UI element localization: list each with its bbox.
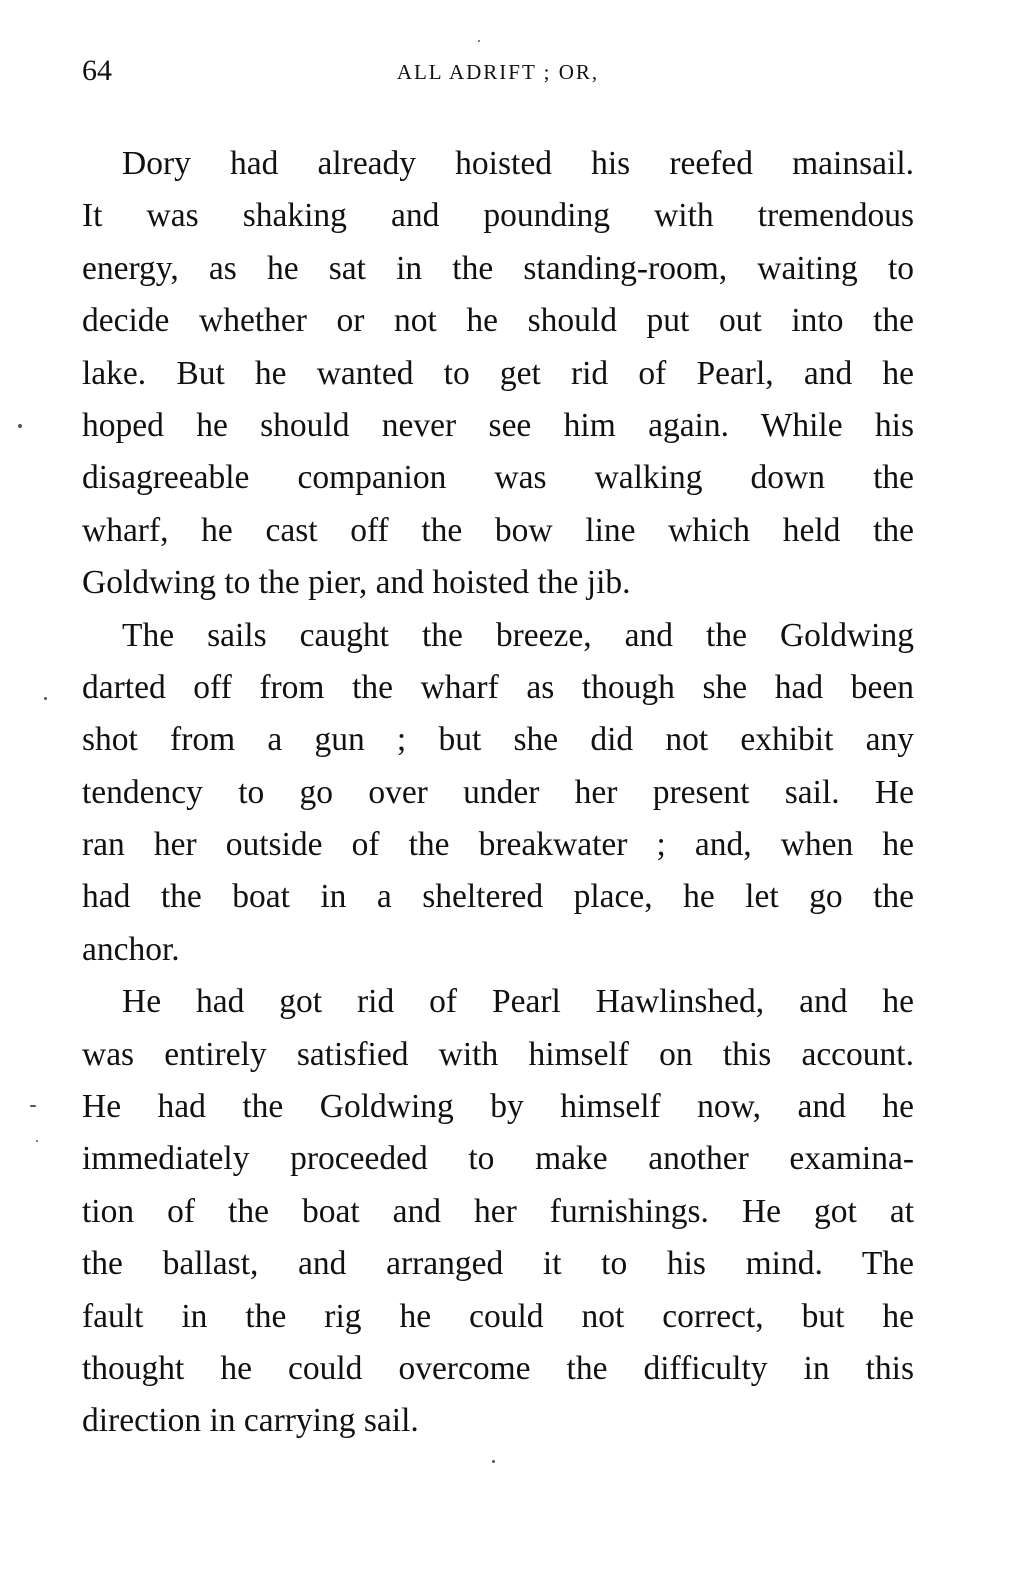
text-line: energy, as he sat in the standing-room, waiting to [82,249,914,287]
text-line: wharf, he cast off the bow line which held the [82,511,914,549]
running-head: ALL ADRIFT ; OR, [396,60,600,84]
text-line: direction in carrying sail. [82,1402,419,1440]
text-line: had the boat in a sheltered place, he let go the [82,878,914,916]
text-line: He had got rid of Pearl Hawlinshed, and he [122,983,914,1021]
scan-speck [36,1140,38,1142]
text-line: lake. But he wanted to get rid of Pearl, and he [82,354,914,392]
text-line: Goldwing to the pier, and hoisted the jib. [82,564,631,602]
scan-speck [18,424,22,428]
body-text [82,138,914,1448]
text-line: anchor. [82,930,180,968]
text-line: tion of the boat and her furnishings. He got at [82,1192,914,1230]
scan-speck [44,697,47,700]
text-line: hoped he should never see him again. While his [82,406,914,444]
text-line: decide whether or not he should put out into the [82,302,914,340]
text-line: thought he could overcome the difficulty in this [82,1349,914,1387]
text-line: He had the Goldwing by himself now, and he [82,1088,914,1126]
page-header [82,54,914,94]
text-line: darted off from the wharf as though she had been [82,668,914,706]
text-line: ran her outside of the breakwater ; and, when he [82,826,914,864]
text-line: tendency to go over under her present sail. He [82,773,914,811]
scan-speck [478,40,480,42]
text-line: Dory had already hoisted his reefed mainsail. [122,145,914,182]
text-line: The sails caught the breeze, and the Goldwing [122,616,914,654]
page-number: 64 [82,54,112,87]
text-line: immediately proceeded to make another examina- [82,1140,914,1178]
text-line: It was shaking and pounding with tremendous [82,197,914,235]
text-line: fault in the rig he could not correct, but he [82,1297,914,1335]
text-line: was entirely satisfied with himself on this account. [82,1035,914,1073]
scan-speck [30,1105,36,1107]
text-line: the ballast, and arranged it to his mind. The [82,1245,914,1283]
scan-speck [492,1460,495,1463]
text-line: disagreeable companion was walking down the [82,459,914,497]
text-line: shot from a gun ; but she did not exhibit any [82,721,914,759]
